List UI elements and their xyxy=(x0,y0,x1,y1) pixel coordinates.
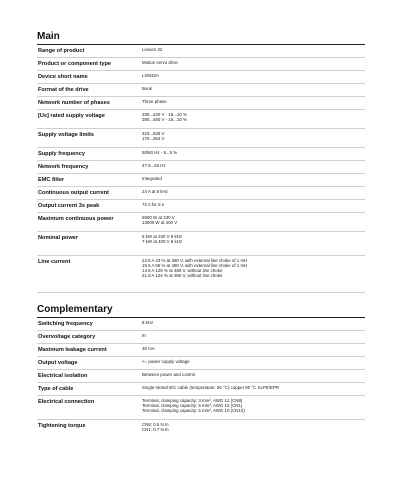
spec-row-type-of-cable xyxy=(37,383,365,396)
spec-value: Book xyxy=(142,86,153,92)
spec-value: 72 A for 5 s xyxy=(142,202,164,208)
spec-value: Motion servo drive xyxy=(142,60,178,66)
spec-row-supply-frequency xyxy=(37,148,365,161)
spec-row-electrical-connection xyxy=(37,396,365,420)
spec-label: Network frequency xyxy=(38,163,89,170)
spec-value: <= power supply voltage xyxy=(142,359,190,365)
spec-label: Maximum continuous power xyxy=(38,215,114,222)
spec-row-device-short-name xyxy=(37,71,365,84)
spec-value: 47.5...63 Hz xyxy=(142,163,166,169)
spec-label: Tightening torque xyxy=(38,422,86,429)
spec-label: Output current 3s peak xyxy=(38,202,100,209)
spec-label: Type of cable xyxy=(38,385,74,392)
spec-label: Nominal power xyxy=(38,234,79,241)
spec-value: 30 mA xyxy=(142,346,155,352)
spec-label: Format of the drive xyxy=(38,86,89,93)
spec-value: Between power and control xyxy=(142,372,196,378)
spec-value: LXM32A xyxy=(142,73,159,79)
spec-row-continuous-output-current xyxy=(37,187,365,200)
spec-row-electrical-isolation xyxy=(37,370,365,383)
spec-value: 23.5 A 43 % at 380 V, with external line choke of 1 mH 19.5 A 55 % at 480 V, with external line choke of 1 mH 14.6 A 129 % at 480 V, without line choke 21.9 A 124 % at 380 V, without line choke xyxy=(142,258,248,278)
spec-value: Lexium 32 xyxy=(142,47,163,53)
spec-label: EMC filter xyxy=(38,176,65,183)
section-spacer xyxy=(37,293,365,303)
spec-row-nominal-power xyxy=(37,232,365,256)
spec-value: 5 kW at 230 V 8 kHz 7 kW at 400 V 8 kHz xyxy=(142,234,183,245)
spec-label: Supply voltage limits xyxy=(38,131,94,138)
spec-value: CN8: 0.5 N.m CN1: 0.7 N.m xyxy=(142,422,169,433)
spec-row-rated-supply-voltage xyxy=(37,110,365,129)
spec-value: 50/60 Hz - 5...5 % xyxy=(142,150,178,156)
spec-label: Switching frequency xyxy=(38,320,93,327)
section-complementary xyxy=(37,303,365,438)
spec-label: Supply frequency xyxy=(38,150,85,157)
spec-value: 323...528 V 170...264 V xyxy=(142,131,165,142)
spec-label: Range of product xyxy=(38,47,85,54)
spec-label: Electrical connection xyxy=(38,398,95,405)
spec-row-max-leakage-current xyxy=(37,344,365,357)
spec-label: Electrical isolation xyxy=(38,372,88,379)
spec-value: 200...240 V - 15...10 % 380...480 V - 15...10 % xyxy=(142,112,187,123)
spec-label: Continuous output current xyxy=(38,189,109,196)
spec-row-emc-filter xyxy=(37,174,365,187)
spec-label: Overvoltage category xyxy=(38,333,96,340)
spec-row-product-type xyxy=(37,58,365,71)
spec-label: Network number of phases xyxy=(38,99,110,106)
spec-row-supply-voltage-limits xyxy=(37,129,365,148)
section-main xyxy=(37,30,365,293)
spec-value: Integrated xyxy=(142,176,162,182)
spec-row-network-frequency xyxy=(37,161,365,174)
spec-value: Terminal, clamping capacity: 3 mm², AWG 12 (CN8) Terminal, clamping capacity: 5 mm², AWG 10 (CN1) Terminal, clamping capacity: 5 mm², AWG 10 (CN10) xyxy=(142,398,245,413)
spec-value: 6500 W at 230 V 13000 W at 400 V xyxy=(142,215,178,226)
spec-value: 24 A at 8 kHz xyxy=(142,189,168,195)
spec-value: Single-strand IEC cable (temperature: 50 °C) copper 90 °C XLPE/EPR xyxy=(142,385,280,391)
spec-value: Three phase xyxy=(142,99,167,105)
spec-value: 8 kHz xyxy=(142,320,154,326)
spec-row-tightening-torque xyxy=(37,420,365,438)
spec-label: Device short name xyxy=(38,73,88,80)
spec-value: III xyxy=(142,333,146,339)
spec-label: Output voltage xyxy=(38,359,78,366)
spec-label: Product or component type xyxy=(38,60,112,67)
spec-row-network-phases xyxy=(37,97,365,110)
spec-row-max-continuous-power xyxy=(37,213,365,232)
spec-label: Line current xyxy=(38,258,71,265)
section-title: Complementary xyxy=(37,303,365,318)
spec-row-range-of-product xyxy=(37,45,365,58)
spec-row-switching-frequency xyxy=(37,318,365,331)
spec-row-output-current-peak xyxy=(37,200,365,213)
spec-label: Maximum leakage current xyxy=(38,346,107,353)
spec-row-format xyxy=(37,84,365,97)
section-title: Main xyxy=(37,30,365,45)
spec-row-line-current xyxy=(37,256,365,293)
spec-row-overvoltage-category xyxy=(37,331,365,344)
spec-label: [Us] rated supply voltage xyxy=(38,112,105,119)
spec-row-output-voltage xyxy=(37,357,365,370)
